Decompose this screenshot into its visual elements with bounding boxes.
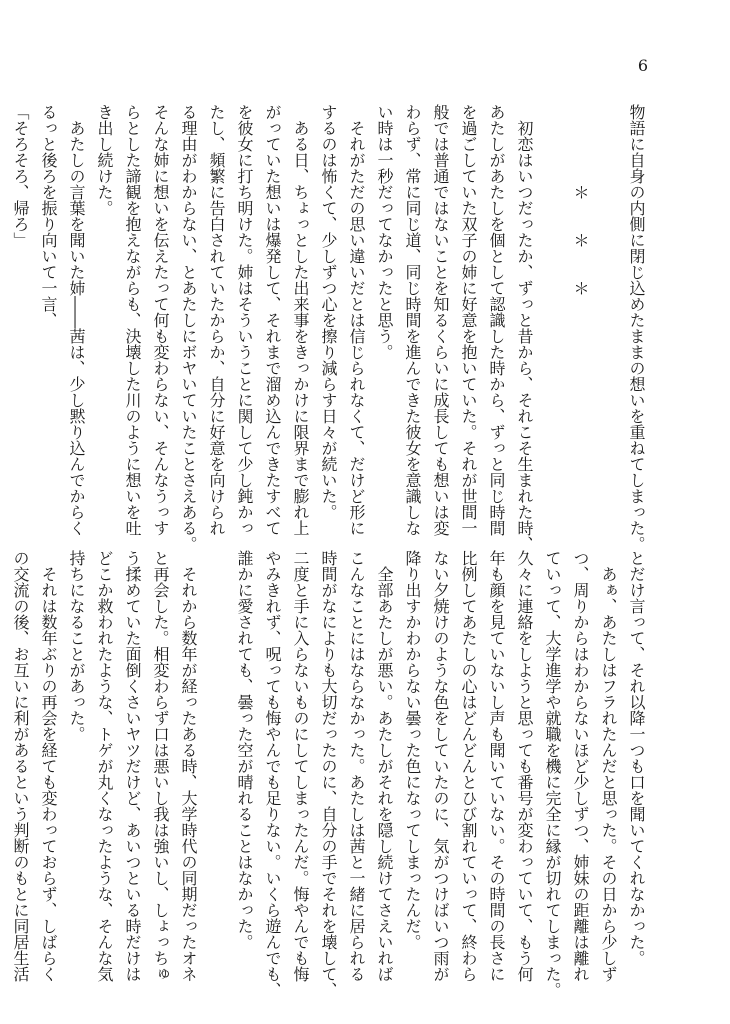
text-line: 全部あたしが悪い。あたしがそれを隠し続けてさえいれば: [375, 550, 394, 982]
text-line: き出し続けた。: [95, 104, 114, 216]
text-line: どこか救われたような、トゲが丸くなったような、そんな気: [95, 550, 114, 982]
text-line: こんなことにはならなかった。あたしは茜と一緒に居られる: [347, 550, 366, 982]
text-line: るっと後ろを振り向いて一言、: [39, 104, 58, 328]
text-line: と再会した。相変わらず口は悪いし我は強いし、しょっちゅ: [151, 550, 170, 982]
text-line: 時間がなによりも大切だったのに、自分の手でそれを壊して、: [319, 550, 338, 998]
text-line: するのは怖くて、少しずつ心を擦り減らす日々が続いた。: [319, 104, 338, 520]
text-line: の交流の後、お互いに利があるという判断のもとに同居生活: [11, 550, 30, 982]
text-line: 「そろそろ、帰ろ」: [11, 104, 30, 248]
text-line: ていって、大学進学や就職を機に完全に縁が切れてしまった。: [543, 550, 562, 998]
text-line: それがただの思い違いだとは信じられなくて、だけど形に: [347, 104, 366, 536]
text-line: 比例してあたしの心はどんどんとひび割れていって、終わら: [459, 550, 478, 982]
text-line: あぁ、あたしはフラれたんだと思った。その日から少しず: [599, 550, 618, 982]
text-line: やみきれず、呪っても悔やんでも足りない。いくら遊んでも、: [263, 550, 282, 998]
text-line: 二度と手に入らないものにしてしまったんだ。悔やんでも悔: [291, 550, 310, 982]
text-line: それから数年が経ったある時、大学時代の同期だったオネ: [179, 550, 198, 982]
text-line: とだけ言って、それ以降一つも口を聞いてくれなかった。: [627, 550, 646, 966]
page-number: 6: [637, 56, 648, 75]
text-line: 初恋はいつだったか、ずっと昔から、それこそ生まれた時、: [515, 104, 534, 552]
text-line: [594, 104, 622, 506]
text-line: を過ごしていた双子の姉に好意を抱いていた。それが世間一: [459, 104, 478, 536]
text-line: 年も顔を見ていないし声も聞いていない。その時間の長さに: [487, 550, 506, 982]
text-line: ない夕焼けのような色をしていたのに、気がつけばいつ雨が: [431, 550, 450, 982]
text-line: 誰かに愛されても、曇った空が晴れることはなかった。: [235, 550, 254, 950]
text-line: [202, 550, 230, 952]
text-line: らとした諦観を抱えながらも、決壊した川のように想いを吐: [123, 104, 142, 536]
text-line: あたしの言葉を聞いた姉――茜は、少し黙り込んでからく: [67, 104, 86, 536]
text-line: ある日、ちょっとした出来事をきっかけに限界まで膨れ上: [291, 104, 310, 536]
text-line: 降り出すかわからない曇った色になってしまったんだ。: [403, 550, 422, 950]
text-line: あたしがあたしを個として認識した時から、ずっと同じ時間: [487, 104, 506, 536]
text-line: それは数年ぶりの再会を経ても変わっておらず、しばらく: [39, 550, 58, 982]
text-line: つ、周りからはわからないほど少しずつ、姉妹の距離は離れ: [571, 550, 590, 982]
text-line: 久々に連絡をしようと思っても番号が変わっていて、もう何: [515, 550, 534, 982]
scene-separator: ＊ ＊ ＊: [571, 104, 590, 296]
text-line: 物語に自身の内側に閉じ込めたままの想いを重ねてしまった。: [627, 104, 646, 552]
text-block-top: [11, 104, 650, 552]
text-line: 般では普通ではないことを知るくらいに成長しても想いは変: [431, 104, 450, 536]
text-line: る理由がわからない、とあたしにボヤいていたことさえある。: [179, 104, 198, 552]
text-block-bottom: [11, 550, 650, 998]
text-line: たし、頻繁に告白されていたからか、自分に好意を向けられ: [207, 104, 226, 536]
text-line: 持ちになることがあった。: [67, 550, 86, 742]
text-line: そんな姉に想いを伝えたって何も変わらない、そんなうっす: [151, 104, 170, 536]
text-line: [538, 104, 566, 506]
text-line: わらず、常に同じ道、同じ時間を進んできた彼女を意識しな: [403, 104, 422, 536]
text-line: を彼女に打ち明けた。姉はそういうことに関して少し鈍かっ: [235, 104, 254, 536]
text-line: う揉めていた面倒くさいヤツだけど、あいつといる時だけは: [123, 550, 142, 982]
text-line: がっていた想いは爆発して、それまで溜め込んできたすべて: [263, 104, 282, 536]
text-line: い時は一秒だってなかったと思う。: [375, 104, 394, 360]
